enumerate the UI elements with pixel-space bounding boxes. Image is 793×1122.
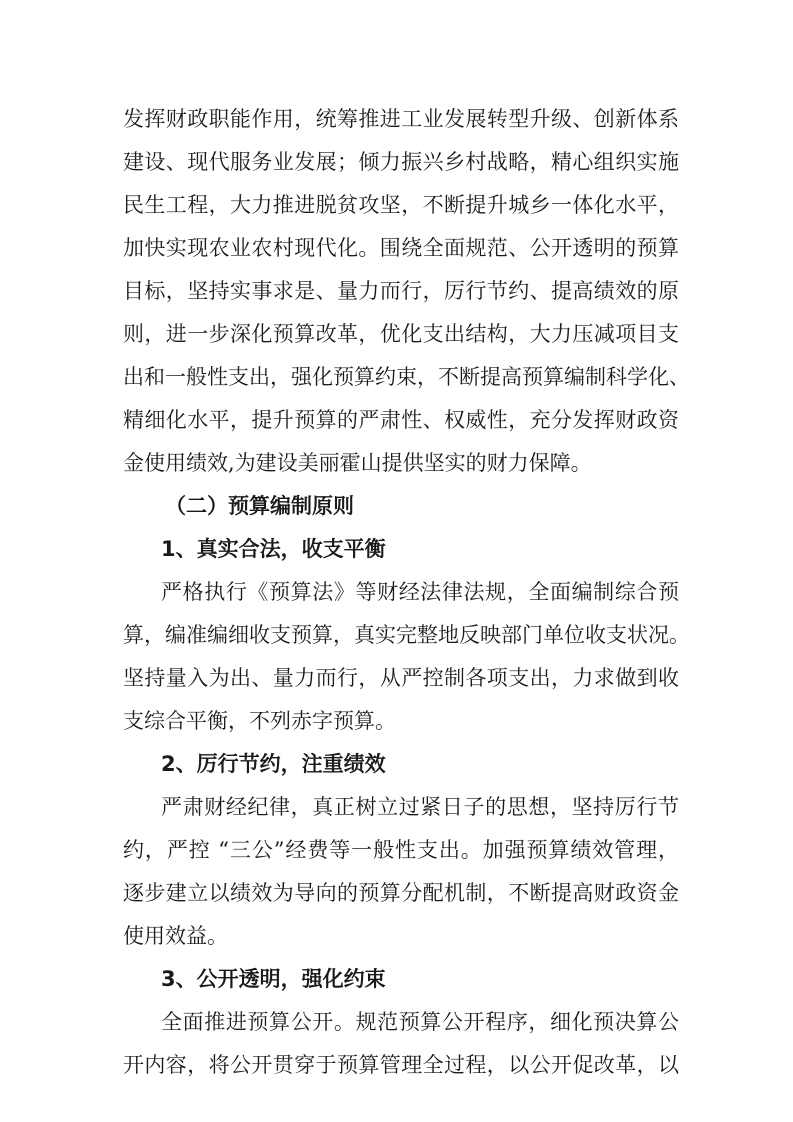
- paragraph-intro: [123, 98, 690, 485]
- text-line: 金使用绩效,为建设美丽霍山提供坚实的财力保障。: [123, 451, 592, 475]
- document-page: [123, 98, 690, 1087]
- text-line: 逐步建立以绩效为导向的预算分配机制，不断提高财政资金: [123, 881, 679, 905]
- text-line: 严肃财经纪律，真正树立过紧日子的思想，坚持厉行节: [161, 795, 679, 819]
- section-heading: （二）预算编制原则: [165, 494, 354, 518]
- principle-item-2: [123, 743, 679, 958]
- text-line: 开内容，将公开贯穿于预算管理全过程，以公开促改革，以: [123, 1053, 679, 1077]
- item-heading: 2、厉行节约，注重绩效: [161, 752, 386, 776]
- text-line: 严格执行《预算法》等财经法律法规，全面编制综合预: [161, 580, 679, 604]
- text-line: 则，进一步深化预算改革，优化支出结构，大力压减项目支: [123, 322, 679, 346]
- text-line: 出和一般性支出，强化预算约束，不断提高预算编制科学化、: [123, 365, 690, 389]
- text-line: 民生工程，大力推进脱贫攻坚，不断提升城乡一体化水平，: [123, 193, 679, 217]
- text-line: 使用效益。: [123, 924, 228, 948]
- principle-item-3: [123, 958, 679, 1087]
- text-line: 全面推进预算公开。规范预算公开程序，细化预决算公: [161, 1010, 679, 1034]
- text-line: 约，严控 “三公”经费等一般性支出。加强预算绩效管理，: [123, 838, 679, 862]
- text-line: 加快实现农业农村现代化。围绕全面规范、公开透明的预算: [123, 236, 679, 260]
- text-line: 发挥财政职能作用，统筹推进工业发展转型升级、创新体系: [123, 107, 679, 131]
- text-line: 目标，坚持实事求是、量力而行，厉行节约、提高绩效的原: [123, 279, 679, 303]
- text-line: 精细化水平，提升预算的严肃性、权威性，充分发挥财政资: [123, 408, 679, 432]
- text-line: 坚持量入为出、量力而行，从严控制各项支出，力求做到收: [123, 666, 679, 690]
- item-heading: 3、公开透明，强化约束: [161, 967, 386, 991]
- text-line: 建设、现代服务业发展；倾力振兴乡村战略，精心组织实施: [123, 150, 679, 174]
- principle-item-1: [123, 528, 690, 743]
- text-line: 支综合平衡，不列赤字预算。: [123, 709, 396, 733]
- item-heading: 1、真实合法，收支平衡: [161, 537, 386, 561]
- text-line: 算，编准编细收支预算，真实完整地反映部门单位收支状况。: [123, 623, 690, 647]
